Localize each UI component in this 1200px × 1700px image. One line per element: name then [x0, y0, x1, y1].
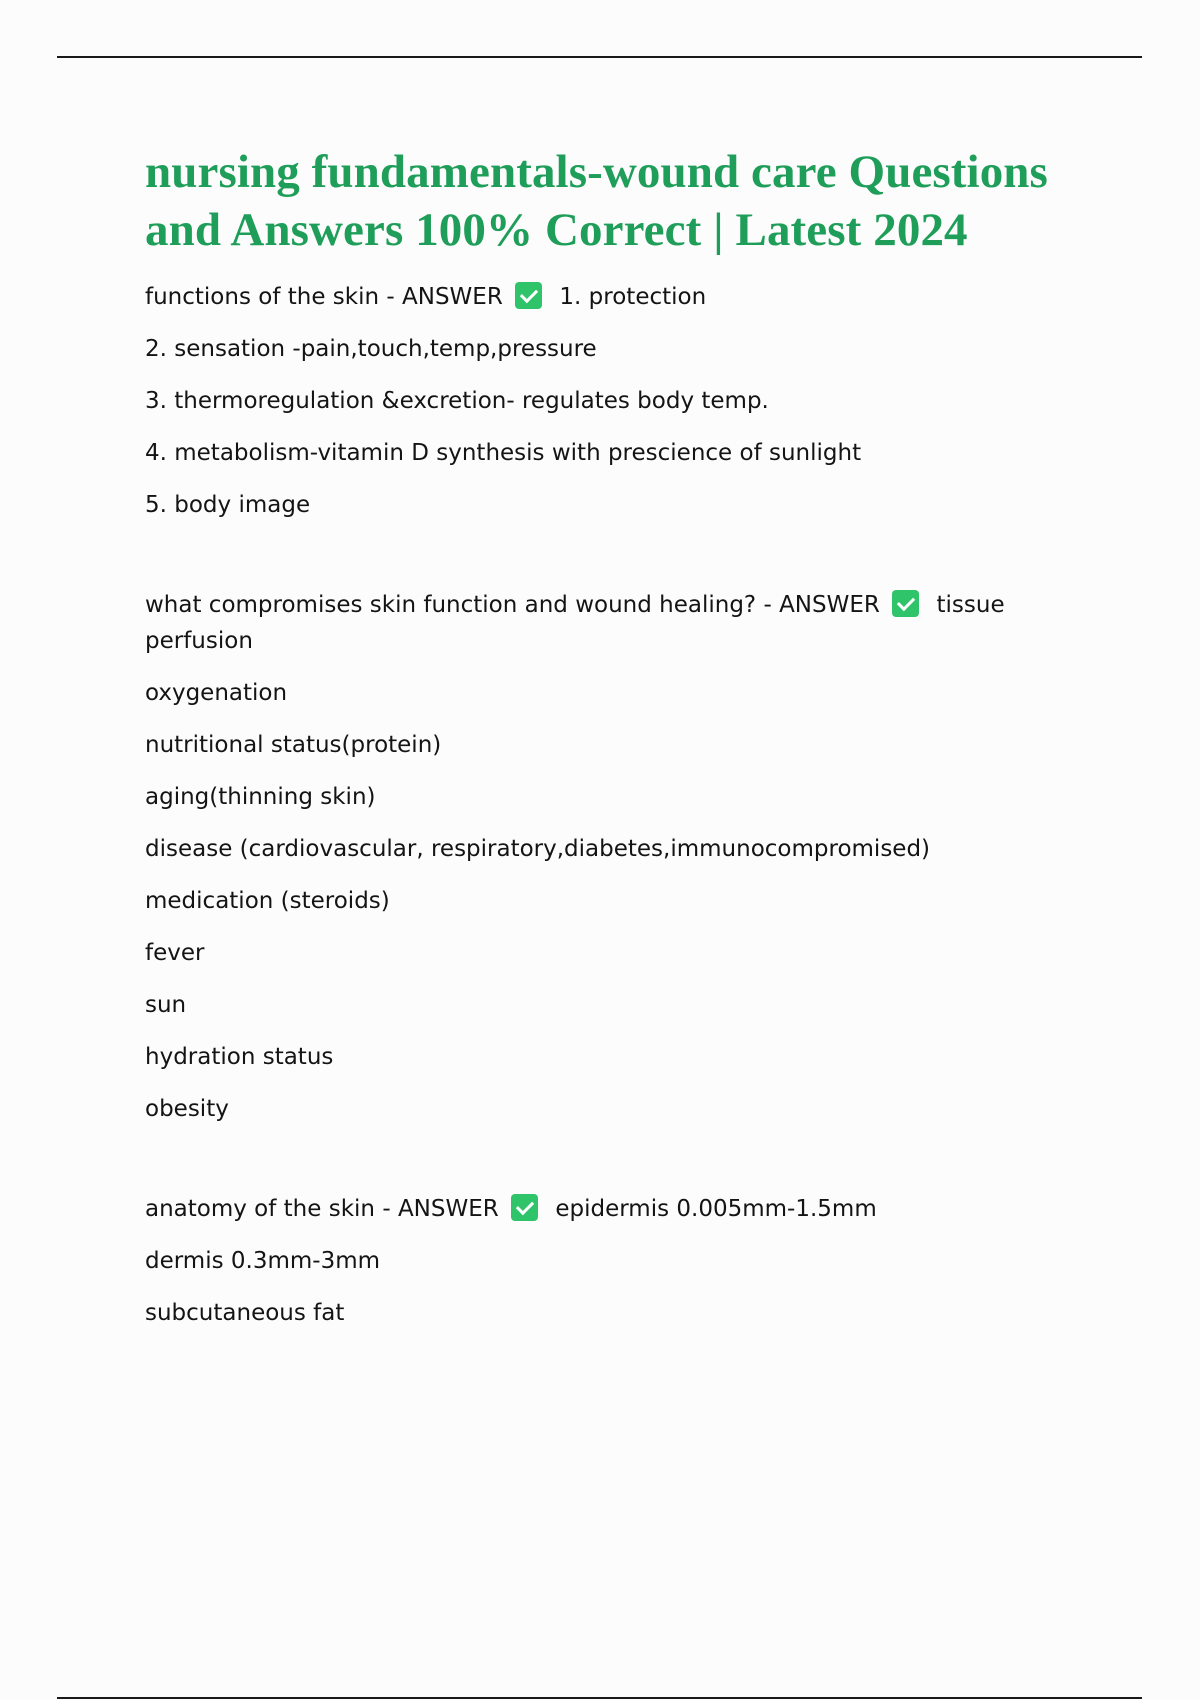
document-title: nursing fundamentals-wound care Questions and Answers 100% Correct | Latest 2024 — [145, 146, 1048, 256]
question-line — [145, 279, 1095, 315]
answer-label: ANSWER — [402, 284, 503, 310]
check-box-icon — [511, 1194, 538, 1221]
answer-list — [145, 675, 1095, 1127]
check-box-icon — [515, 282, 542, 309]
answer-item: aging(thinning skin) — [145, 784, 376, 810]
answer-item: dermis 0.3mm-3mm — [145, 1248, 381, 1274]
qa-block — [145, 1191, 1095, 1331]
answer-item: fever — [145, 940, 205, 966]
answer-item: 4. metabolism-vitamin D synthesis with prescience of sunlight — [145, 440, 862, 466]
question-text: anatomy of the skin — [145, 1196, 375, 1222]
answer-item: hydration status — [145, 1044, 334, 1070]
answer-item: sun — [145, 992, 187, 1018]
question-line — [145, 587, 1095, 659]
answer-item: subcutaneous fat — [145, 1300, 345, 1326]
separator: - — [386, 284, 402, 310]
answer-list — [145, 331, 1095, 523]
footer-rule — [57, 1697, 1142, 1699]
qa-block — [145, 587, 1095, 1127]
answer-item: disease (cardiovascular, respiratory,diabetes,immunocompromised) — [145, 836, 931, 862]
answer-item: medication (steroids) — [145, 888, 390, 914]
document-body — [145, 143, 1095, 1331]
answer-item: obesity — [145, 1096, 229, 1122]
answer-item: 5. body image — [145, 492, 311, 518]
answer-item: nutritional status(protein) — [145, 732, 442, 758]
answer-first: epidermis 0.005mm-1.5mm — [555, 1196, 877, 1222]
answer-item: 3. thermoregulation &excretion- regulates body temp. — [145, 388, 769, 414]
question-text: what compromises skin function and wound healing? — [145, 592, 757, 618]
answer-first: 1. protection — [559, 284, 707, 310]
answer-list — [145, 1243, 1095, 1331]
answer-item: 2. sensation -pain,touch,temp,pressure — [145, 336, 597, 362]
answer-label: ANSWER — [397, 1196, 499, 1222]
separator: - — [763, 592, 780, 618]
header-rule — [57, 56, 1142, 58]
answer-first: tissue perfusion — [145, 592, 1005, 654]
answer-label: ANSWER — [779, 592, 880, 618]
question-text: functions of the skin — [145, 284, 380, 310]
separator: - — [382, 1196, 398, 1222]
check-box-icon — [892, 590, 919, 617]
answer-item: oxygenation — [145, 680, 288, 706]
qa-block — [145, 279, 1095, 523]
question-line — [145, 1191, 1095, 1227]
